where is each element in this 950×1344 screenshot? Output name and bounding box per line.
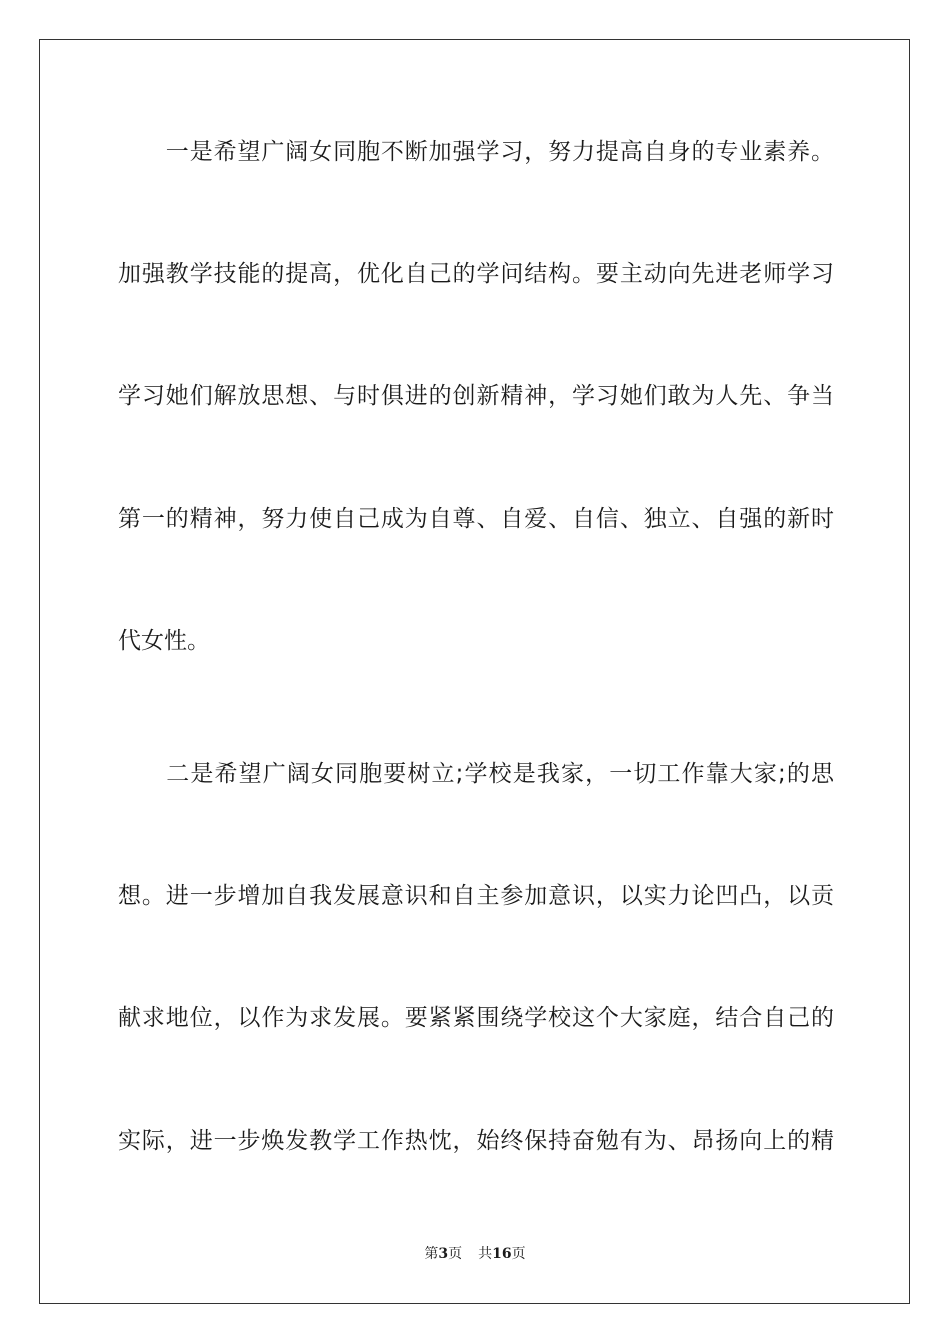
paragraph-line: 献求地位，以作为求发展。要紧紧围绕学校这个大家庭，结合自己的 xyxy=(118,1005,834,1031)
page-footer xyxy=(0,1244,950,1264)
page-total: 共16页 xyxy=(478,1246,526,1262)
paragraph-line: 一是希望广阔女同胞不断加强学习，努力提高自身的专业素养。 xyxy=(118,139,834,165)
paragraph-line: 学习她们解放思想、与时俱进的创新精神，学习她们敢为人先、争当 xyxy=(118,383,834,409)
paragraph-line: 代女性。 xyxy=(118,628,210,654)
paragraph-line: 二是希望广阔女同胞要树立;学校是我家，一切工作靠大家;的思 xyxy=(118,761,834,787)
page-number: 第3页 xyxy=(424,1246,463,1262)
paragraph-line: 第一的精神，努力使自己成为自尊、自爱、自信、独立、自强的新时 xyxy=(118,506,834,532)
paragraph-line: 加强教学技能的提高，优化自己的学问结构。要主动向先进老师学习 xyxy=(118,261,834,287)
paragraph-line: 想。进一步增加自我发展意识和自主参加意识，以实力论凹凸，以贡 xyxy=(118,883,834,909)
paragraph-line: 实际，进一步焕发教学工作热忱，始终保持奋勉有为、昂扬向上的精 xyxy=(118,1128,834,1154)
page-border xyxy=(39,39,910,1304)
